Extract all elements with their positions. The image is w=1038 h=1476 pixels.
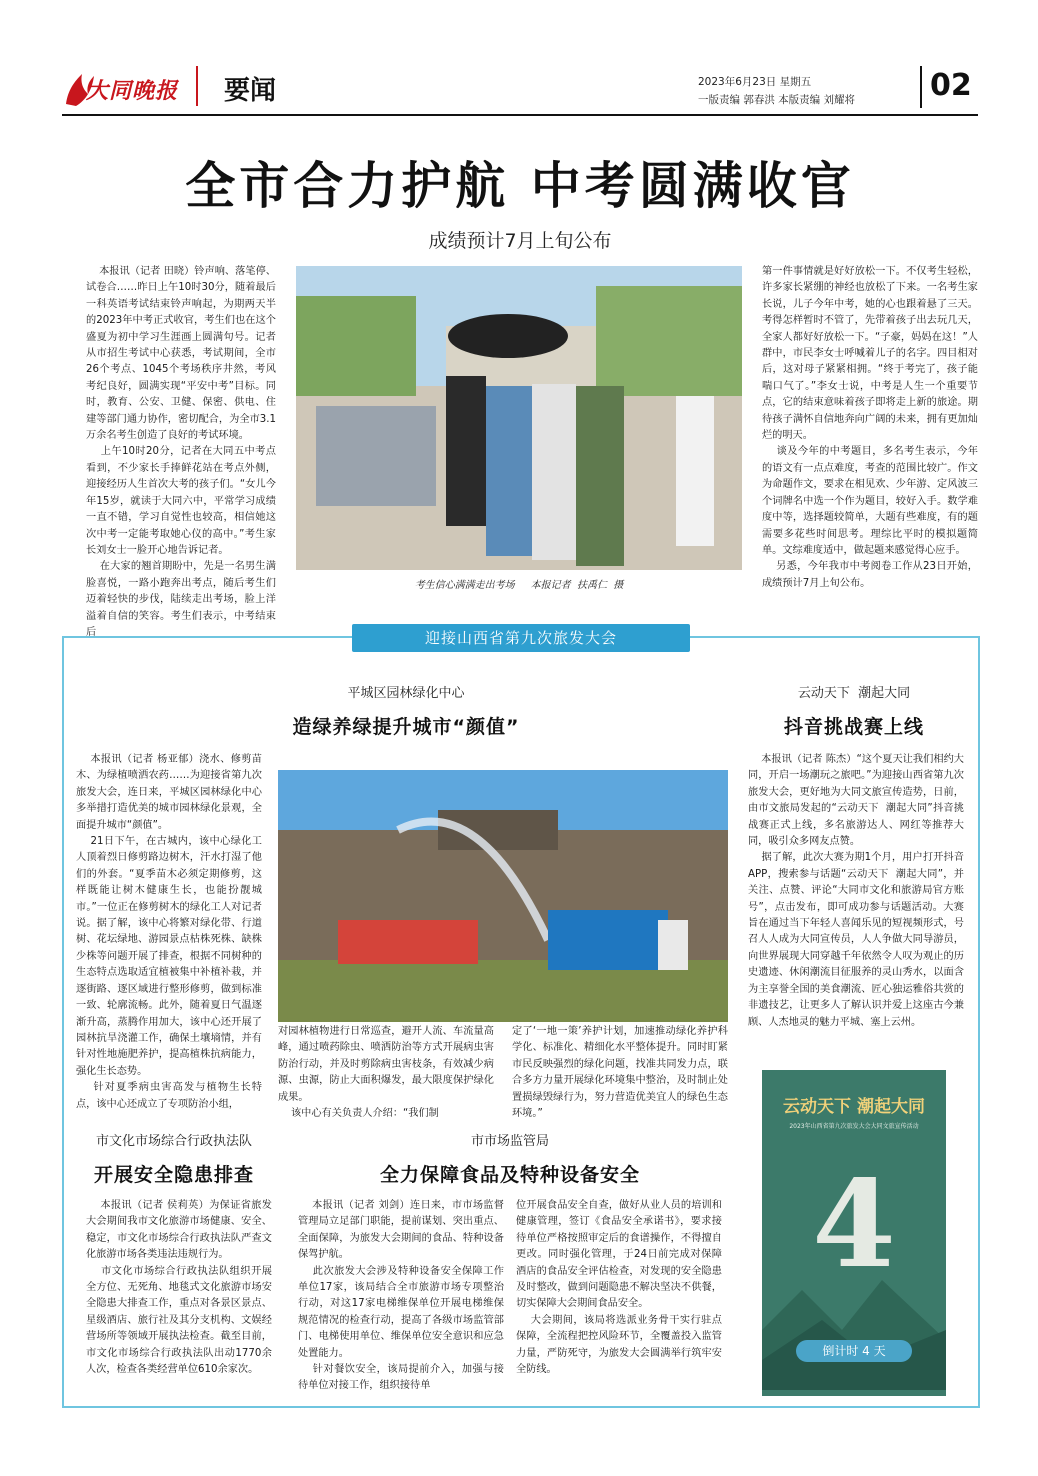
a4-kicker: 市市场监管局: [470, 1134, 549, 1149]
header-rule: [62, 114, 978, 116]
logo-text: 大同晚报: [86, 78, 179, 104]
exam-students-photo-icon: [296, 266, 742, 570]
a2-poster: [762, 1070, 946, 1396]
section-label: 要闻: [224, 76, 277, 106]
a2-kicker: 云动天下 潮起大同: [797, 686, 911, 701]
watering-truck-photo-icon: [278, 770, 728, 1022]
masthead-logo: [62, 64, 192, 112]
a4-headline: 全力保障食品及特种设备安全: [379, 1164, 640, 1186]
a1-photo: [278, 770, 728, 1022]
a1-kicker: 平城区园林绿化中心: [347, 686, 465, 701]
poster-big-number: 4: [812, 1154, 896, 1295]
poster-subtitle: 2023年山西省第九次旅发大会大同文旅宣传活动: [789, 1123, 919, 1130]
a1-column-3: 定了‘一地一策’养护计划，加速推动绿化养护科学化、标准化、精细化水平整体提升。同时盯紧市民反映强烈的绿化问题，找准共同发力点，联合多方力量开展绿化环境集中整治，及时制止处置损绿毁绿行为，努力营造优美宜人的绿色生态环境。”: [512, 1026, 728, 1120]
a3-body: 本报讯（记者 侯莉英）为保证省旅发大会期间我市文化旅游市场健康、安全、稳定，市文化市场综合行政执法队严查文化旅游市场各类违法违规行为。 市文化市场综合行政执法队组织开展全方位、无死角、地毯式文化旅游市场安全隐患大排查工作，重点对各景区景点、星级酒店、旅行社及其分支机构、文娱经营场所等领域开展执法检查。截至目前，市文化市场综合行政执法队出动1770余人次，检查各类经营单位610余家次。: [86, 1200, 272, 1376]
lead-subtitle: 成绩预计7月上旬公布: [428, 230, 612, 252]
poster-countdown: 倒计时 4 天: [796, 1340, 912, 1362]
a1-column-1: 本报讯（记者 杨亚郁）浇水、修剪苗木、为绿植喷洒农药……为迎接省第九次旅发大会，连日来，平城区园林绿化中心多举措打造优美的城市园林绿化景观，全面提升城市“颜值”。 21日下午，在古城内，该中心绿化工人顶着烈日修剪路边树木，汗水打湿了他们的外套。“夏季苗木必须定期修剪，这样既能让树木健康生长，也能扮靓城市。”一位正在修剪树木的绿化工人对记者说。据了解，该中心将繁对绿化带、行道树、花坛绿地、游园景点枯株死株、缺株少株等问题开展了排查，根据不同树种的生态特点选取适宜植被集中补植补栽，并逐街路、逐区域进行整形修剪，做到标准一致、轮廓流畅。此外，随着夏日气温逐渐升高，蒸腾作用加大，该中心还开展了园林抗旱浇灌工作，确保土壤墒情，并有针对性地施肥养护，提高植株抗病能力，强化生长态势。 针对夏季病虫害高发与植物生长特点，该中心还成立了专项防治小组，: [76, 754, 262, 1110]
lead-headline: 全市合力护航 中考圆满收官: [185, 157, 855, 215]
a3-kicker: 市文化市场综合行政执法队: [95, 1134, 252, 1149]
lead-column-left: 本报讯（记者 田晓）铃声响、落笔停、试卷合……昨日上午10时30分，随着最后一科英语考试结束铃声响起，为期两天半的2023年中考正式收官，考生们也在这个盛夏为初中学习生涯画上圆满句号。记者从市招生考试中心获悉，考试期间，全市26个考点、1045个考场秩序井然，考风考纪良好，圆满实现“平安中考”目标。同时，教育、公安、卫健、保密、供电、住建等部门通力协作，密切配合，为全市3.1万余名考生创造了良好的考试环境。 上午10时20分，记者在大同五中考点看到，不少家长手捧鲜花站在考点外侧，迎接经历人生首次大考的孩子们。“女儿今年15岁，就读于大同六中，平常学习成绩一直不错，学习自觉性也较高，相信她这次中考一定能考取她心仪的高中。”考生家长刘女士一脸开心地告诉记者。 在大家的翘首期盼中，先是一名男生满脸喜悦，一路小跑奔出考点，随后考生们迈着轻快的步伐，陆续走出考场，脸上洋溢着自信的笑容。考生们表示，中考结束后: [86, 266, 276, 638]
poster-title: 云动天下 潮起大同: [783, 1097, 925, 1117]
a3-headline: 开展安全隐患排查: [93, 1164, 254, 1186]
special-section-title: 迎接山西省第九次旅发大会: [352, 624, 690, 652]
date-line: 2023年6月23日 星期五: [698, 76, 812, 88]
editor-line: 一版责编 郭春洪 本版责编 刘耀将: [698, 94, 856, 106]
a2-body: 本报讯（记者 陈杰）“这个夏天让我们相约大同，开启一场潮玩之旅吧。”为迎接山西省第九次旅发大会，更好地为大同文旅宣传造势，日前，由市文旅局发起的“云动天下 潮起大同”抖音挑战赛正式上线，多名旅游达人、网红等推荐大同，吸引众多网友点赞。 据了解，此次大赛为期1个月，用户打开抖音APP，搜索参与话题“云动天下 潮起大同”，并关注、点赞、评论“大同市文化和旅游局官方账号”，点击发布，即可成功参与话题活动。大赛旨在通过当下年轻人喜闻乐见的短视频形式，号召人人成为大同宣传员，人人争做大同导游员，向世界展现大同穿越千年依然令人叹为观止的历史遗迹、休闲潮流目征服养的灵山秀水，以面含为主享誉全国的美食潮流、匠心独运雅俗共赏的非遗技艺，让更多人了解认识并爱上这座古今兼顾、人杰地灵的魅力平城、塞上云州。: [748, 754, 964, 1028]
a4-column-1: 本报讯（记者 刘剑）连日来，市市场监督管理局立足部门职能，提前谋划、突出重点、全面保障，为旅发大会期间的食品、特种设备保驾护航。 此次旅发大会涉及特种设备安全保障工作单位17家，该局结合全市旅游市场专项整治行动，对这17家电梯维保单位开展电梯维保规范情况的检查行动，提高了各级市场监管部门、电梯使用单位、维保单位安全意识和应急处置能力。 针对餐饮安全，该局提前介入，加强与接待单位对接工作，组织接待单: [298, 1200, 504, 1392]
lead-photo-caption: 考生信心满满走出考场 本报记者 扶禹仁 摄: [414, 580, 624, 591]
a4-column-2: 位开展食品安全自查，做好从业人员的培训和健康管理，签订《食品安全承诺书》，要求接待单位严格按照审定后的食谱操作，不得擅自更改。同时强化管理，于24日前完成对保障酒店的食品安全评估检查，对发现的安全隐患及时整改，做到问题隐患不解决坚决不供餐，切实保障大会期间食品安全。 大会期间，该局将选派业务骨干实行驻点保障，全流程把控风险环节，全覆盖投入监管力量，严防死守，为旅发大会圆满举行筑牢安全防线。: [516, 1200, 722, 1376]
header-divider-left: [196, 66, 198, 106]
a2-headline: 抖音挑战赛上线: [783, 716, 924, 738]
lead-column-right: 第一件事情就是好好放松一下。不仅考生轻松，许多家长紧绷的神经也放松了下来。一名考生家长说，儿子今年中考，她的心也跟着悬了三天。考得怎样暂时不管了，先带着孩子出去玩几天，全家人都好好放松一下。“子豪，妈妈在这！”人群中，市民李女士呼喊着儿子的名字。四目相对后，这对母子紧紧相拥。“终于考完了，孩子能喘口气了。”李女士说，中考是人生一个重要节点，它的结束意味着孩子即将走上新的旅途。期待孩子满怀自信地奔向广阔的未来，拥有更加灿烂的明天。 谈及今年的中考题目，多名考生表示，今年的语文有一点点难度，考查的范围比较广。作文为命题作文，要求在相见欢、少年游、定风波三个词牌名中选一个作为题目，较好入手。数学难度中等，选择题较简单，大题有些难度，有的题需要多花些时间思考。理综比平时的模拟题简单。文综难度适中，做起题来感觉得心应手。 另悉，今年我市中考阅卷工作从23日开始，成绩预计7月上旬公布。: [762, 266, 978, 589]
page-number: 02: [930, 68, 972, 103]
header-divider-right: [920, 66, 922, 108]
lead-photo: [296, 266, 742, 570]
a1-headline: 造绿养绿提升城市“颜值”: [292, 716, 520, 738]
a1-column-2: 对园林植物进行日常巡查，避开人流、车流量高峰，通过喷药除虫、喷洒防治等方式开展病虫害防治行动，并及时剪除病虫害枝条，有效减少病源、虫源，防止大面积爆发，最大限度保护绿化成果。 该中心有关负责人介绍：“我们制: [278, 1026, 494, 1120]
mountains-icon: [762, 1270, 946, 1390]
